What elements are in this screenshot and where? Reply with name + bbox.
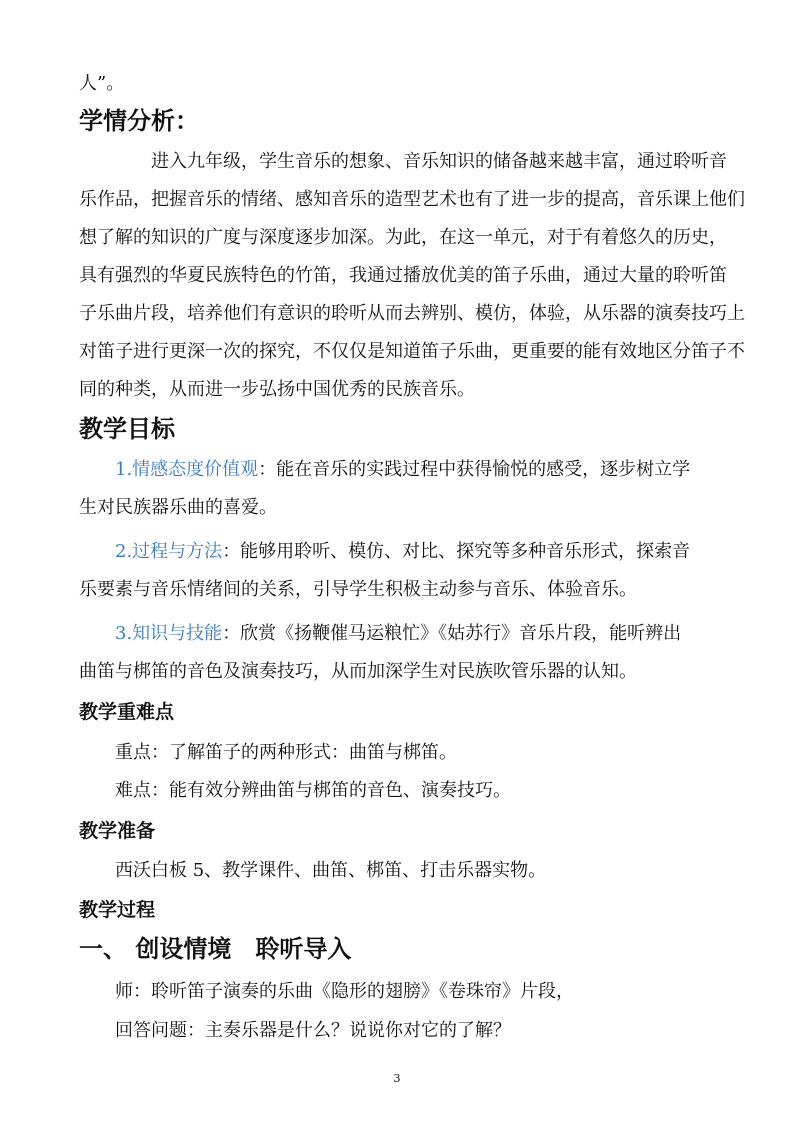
goal-item-line bbox=[115, 622, 681, 646]
goal-text: ：欣赏《扬鞭催马运粮忙》《姑苏行》音乐片段，能听辨出 bbox=[222, 623, 682, 644]
analysis-paragraph-line: 具有强烈的华夏民族特色的竹笛，我通过播放优美的笛子乐曲，通过大量的聆听笛 bbox=[79, 265, 727, 286]
goal-item-line bbox=[115, 458, 690, 482]
goal-item-line: 乐要素与音乐情绪间的关系，引导学生积极主动参与音乐、体验音乐。 bbox=[79, 579, 637, 600]
goal-text: ：能在音乐的实践过程中获得愉悦的感受，逐步树立学 bbox=[258, 459, 691, 480]
goal-label: 2.过程与方法 bbox=[115, 541, 223, 562]
continued-text: 人”。 bbox=[79, 73, 125, 94]
analysis-paragraph-line: 对笛子进行更深一次的探究，不仅仅是知道笛子乐曲，更重要的能有效地区分笛子不 bbox=[79, 341, 745, 362]
focus-text: 重点：了解笛子的两种形式：曲笛与梆笛。 bbox=[115, 742, 457, 763]
section-title: 一、 创设情境 聆听导入 bbox=[79, 935, 352, 963]
process-text-line: 回答问题：主奏乐器是什么？说说你对它的了解？ bbox=[115, 1020, 511, 1041]
process-text-line: 师：聆听笛子演奏的乐曲《隐形的翅膀》《卷珠帘》片段， bbox=[115, 981, 574, 1002]
preparation-text: 西沃白板 5、教学课件、曲笛、梆笛、打击乐器实物。 bbox=[115, 860, 547, 881]
goal-item-line: 曲笛与梆笛的音色及演奏技巧，从而加深学生对民族吹管乐器的认知。 bbox=[79, 661, 637, 682]
page-number: 3 bbox=[393, 1072, 401, 1085]
analysis-paragraph-line: 乐作品，把握音乐的情绪、感知音乐的造型艺术也有了进一步的提高，音乐课上他们 bbox=[79, 189, 745, 210]
preparation-heading: 教学准备 bbox=[79, 820, 156, 842]
goal-item-line bbox=[115, 540, 690, 564]
goals-heading: 教学目标 bbox=[79, 415, 175, 443]
goal-label: 3.知识与技能 bbox=[115, 623, 223, 644]
difficulty-text: 难点：能有效分辨曲笛与梆笛的音色、演奏技巧。 bbox=[115, 780, 511, 801]
process-heading: 教学过程 bbox=[79, 899, 156, 921]
goal-text: ：能够用聆听、模仿、对比、探究等多种音乐形式，探索音 bbox=[222, 541, 691, 562]
analysis-paragraph-line: 子乐曲片段，培养他们有意识的聆听从而去辨别、模仿，体验，从乐器的演奏技巧上 bbox=[79, 303, 745, 324]
key-points-heading: 教学重难点 bbox=[79, 701, 175, 723]
goal-label: 1.情感态度价值观 bbox=[115, 459, 259, 480]
goal-item-line: 生对民族器乐曲的喜爱。 bbox=[79, 497, 277, 518]
analysis-paragraph-line: 进入九年级，学生音乐的想象、音乐知识的储备越来越丰富，通过聆听音 bbox=[151, 151, 727, 172]
analysis-paragraph-line: 同的种类，从而进一步弘扬中国优秀的民族音乐。 bbox=[79, 379, 475, 400]
analysis-heading: 学情分析： bbox=[79, 107, 199, 135]
analysis-paragraph-line: 想了解的知识的广度与深度逐步加深。为此，在这一单元，对于有着悠久的历史， bbox=[79, 227, 727, 248]
